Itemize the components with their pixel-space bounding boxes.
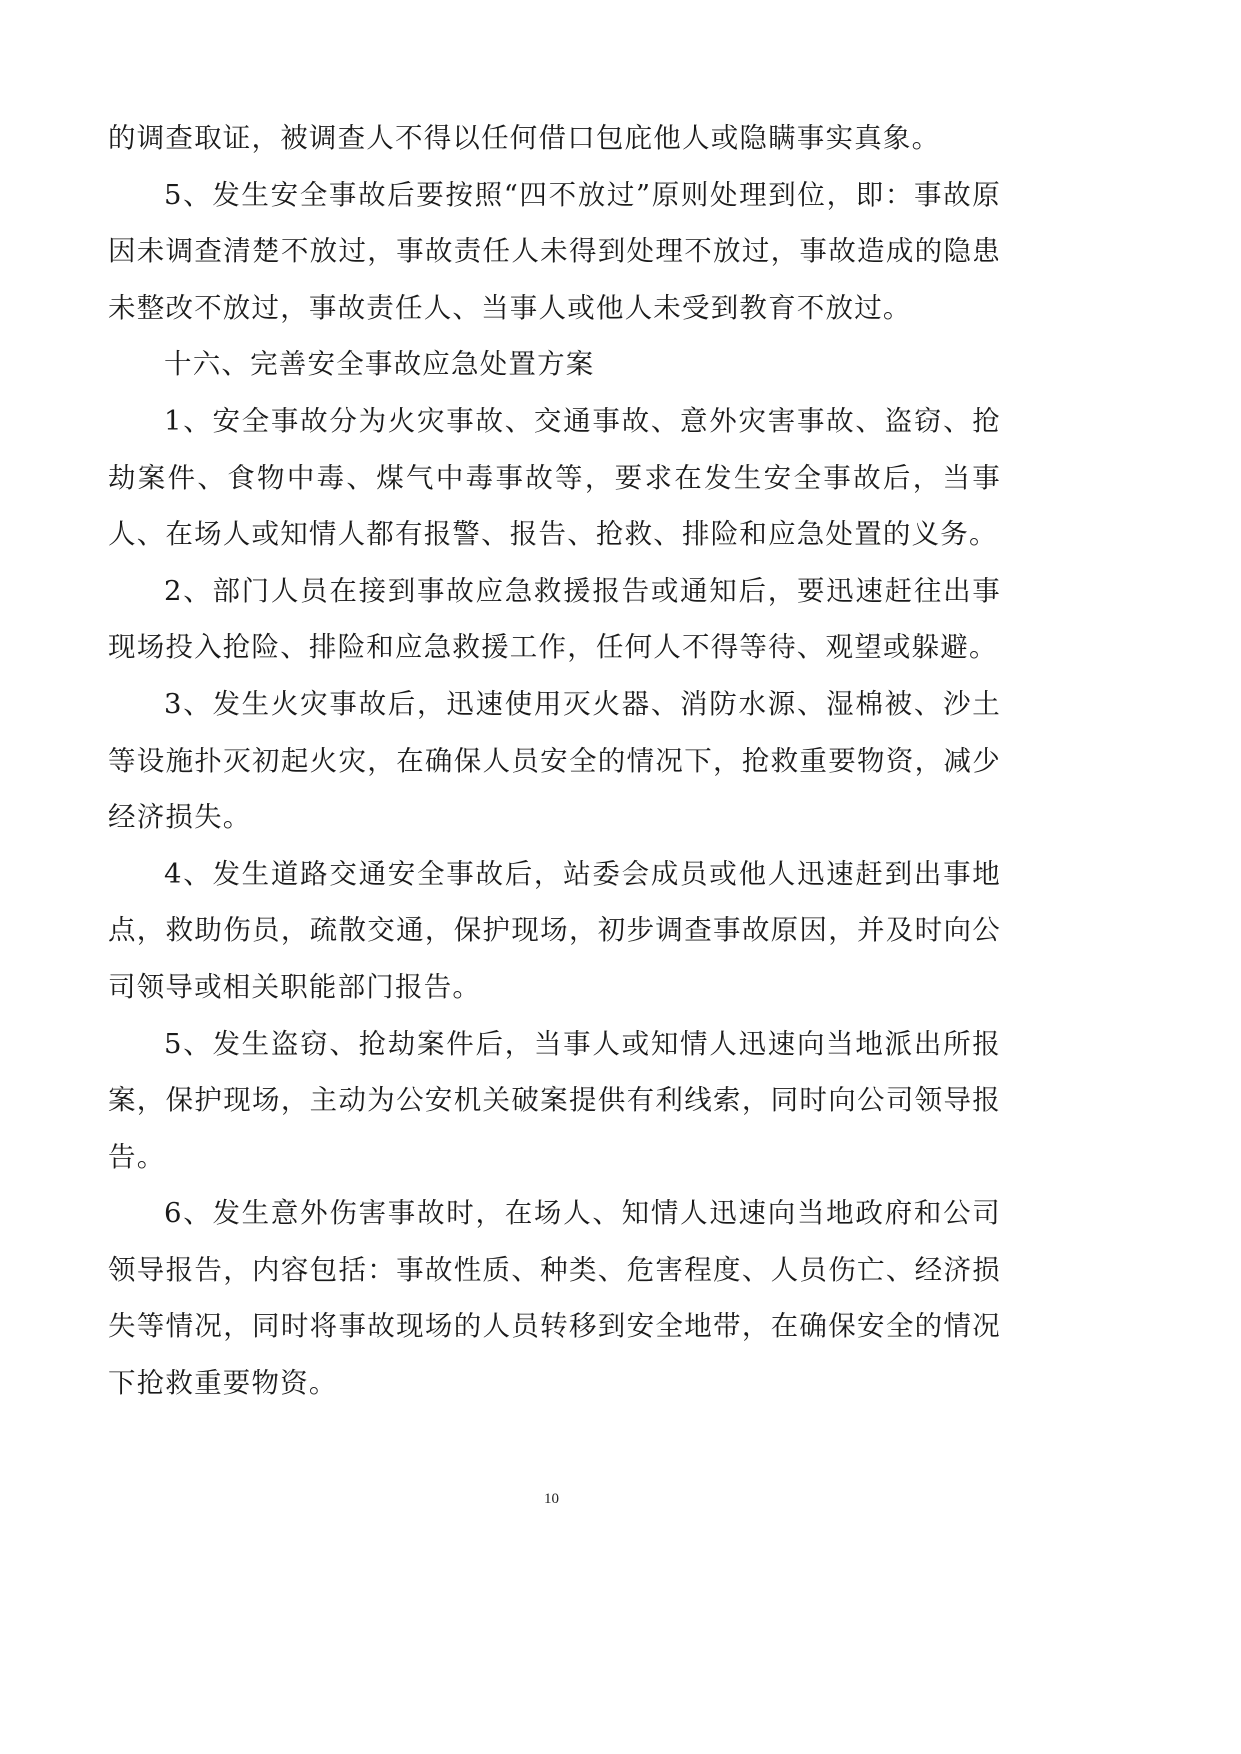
paragraph-item-4-traffic-accident: 4、发生道路交通安全事故后，站委会成员或他人迅速赶到出事地点，救助伤员，疏散交通，保护现场，初步调查事故原因，并及时向公司领导或相关职能部门报告。: [108, 857, 1001, 1003]
paragraph-item-3-fire-accident: 3、发生火灾事故后，迅速使用灭火器、消防水源、湿棉被、沙土等设施扑灭初起火灾，在确保人员安全的情况下，抢救重要物资，减少经济损失。: [108, 687, 1001, 834]
paragraph-item-6-accidental-injury: 6、发生意外伤害事故时，在场人、知情人迅速向当地政府和公司领导报告，内容包括：事故性质、种类、危害程度、人员伤亡、经济损失等情况，同时将事故现场的人员转移到安全地带，在确保安全的情况下抢救重要物资。: [108, 1197, 1001, 1400]
paragraph-item-5-four-not-let-go: 5、发生安全事故后要按照“四不放过”原则处理到位，即：事故原因未调查清楚不放过，事故责任人未得到处理不放过，事故造成的隐患未整改不放过，事故责任人、当事人或他人未受到教育不放过。: [108, 178, 1001, 324]
paragraph-item-1-accident-types: 1、安全事故分为火灾事故、交通事故、意外灾害事故、盗窃、抢劫案件、食物中毒、煤气中毒事故等，要求在发生安全事故后，当事人、在场人或知情人都有报警、报告、抢救、排险和应急处置的义务。: [108, 404, 1001, 551]
section-heading-16: 十六、完善安全事故应急处置方案: [164, 348, 595, 381]
page-number: 10: [544, 1491, 559, 1507]
paragraph-item-5-theft-robbery: 5、发生盗窃、抢劫案件后，当事人或知情人迅速向当地派出所报案，保护现场，主动为公安机关破案提供有利线索，同时向公司领导报告。: [108, 1027, 1001, 1173]
paragraph-continuation: 的调查取证，被调查人不得以任何借口包庇他人或隐瞒事实真象。: [108, 122, 941, 154]
document-body: [108, 110, 1001, 1412]
paragraph-item-2-rescue-response: 2、部门人员在接到事故应急救援报告或通知后，要迅速赶往出事现场投入抢险、排险和应急救援工作，任何人不得等待、观望或躲避。: [108, 574, 1001, 664]
